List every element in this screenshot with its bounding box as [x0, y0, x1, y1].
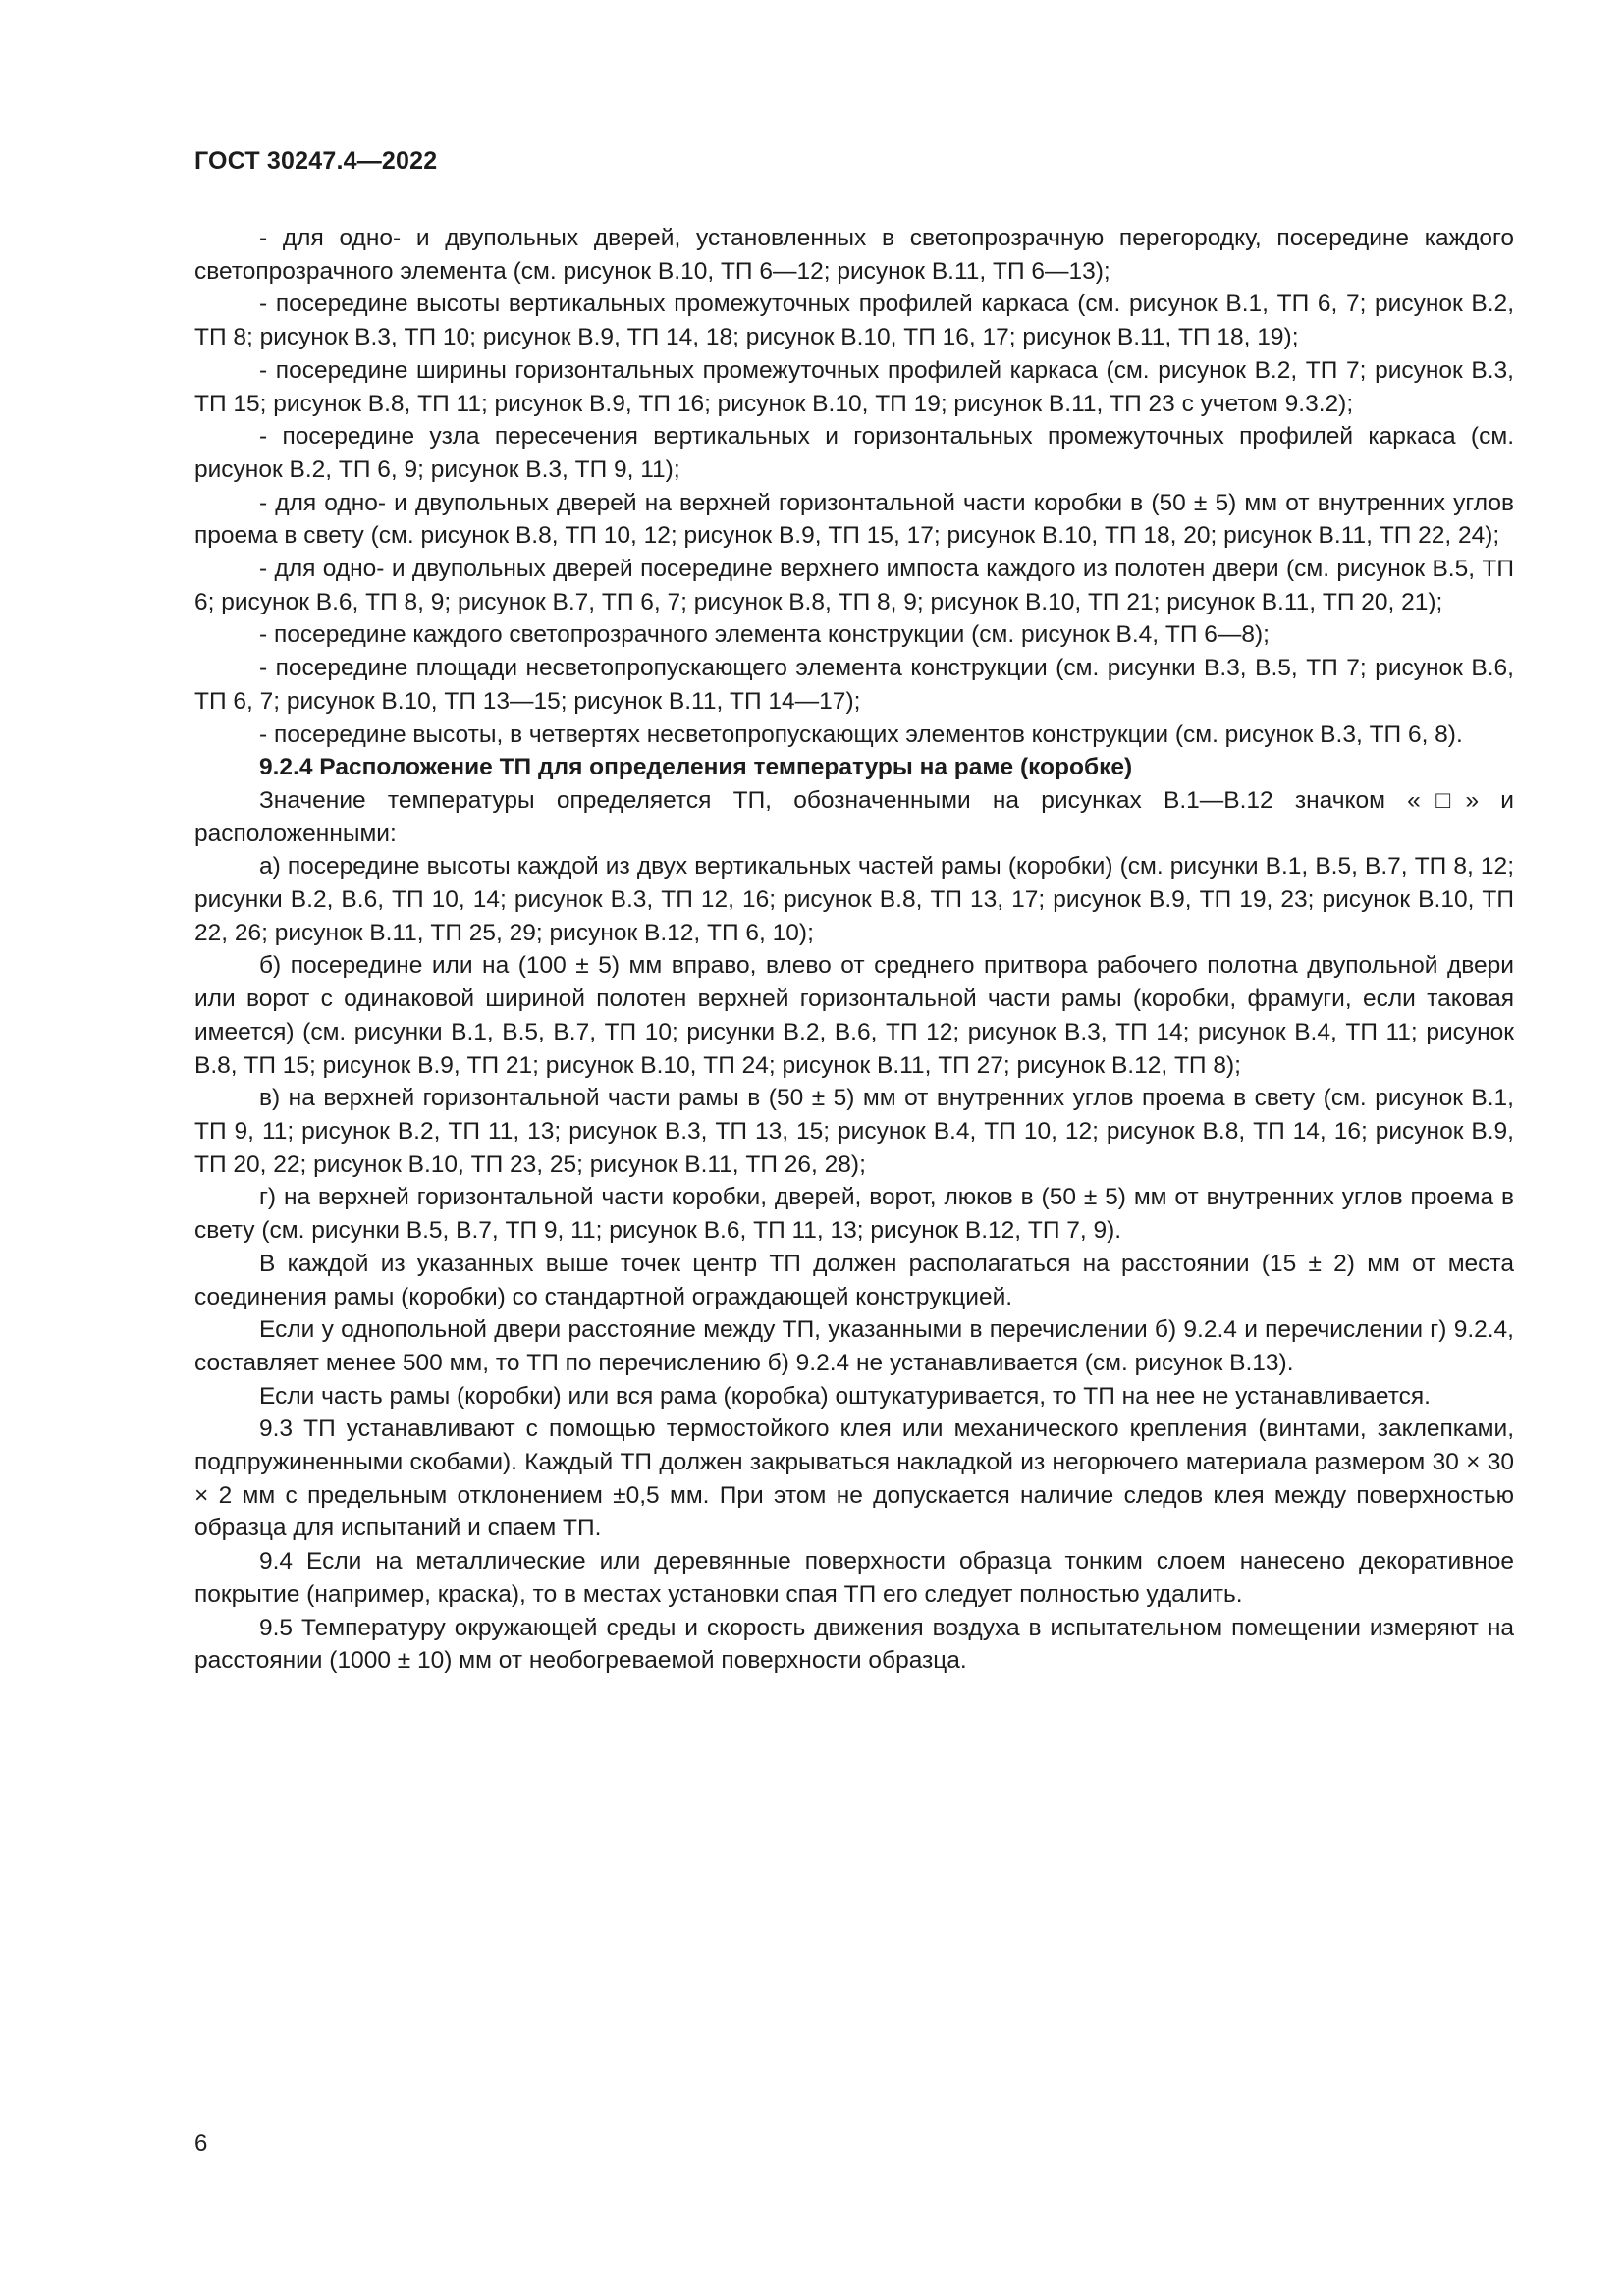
- list-item: - посередине каждого светопрозрачного элемента конструкции (см. рисунок В.4, ТП 6—8);: [259, 621, 1270, 649]
- paragraph: В каждой из указанных выше точек центр ТП должен располагаться на расстоянии (15 ± 2) мм от места соединения рамы (коробки) со стандартной ограждающей конструкцией.: [194, 1250, 1514, 1310]
- paragraph: 9.5 Температуру окружающей среды и скорость движения воздуха в испытательном помещении измеряют на расстоянии (1000 ± 10) мм от необогреваемой поверхности образца.: [194, 1614, 1514, 1675]
- paragraph: Значение температуры определяется ТП, обозначенными на рисунках В.1—В.12 значком «□» и расположенными:: [194, 786, 1514, 847]
- list-item: а) посередине высоты каждой из двух вертикальных частей рамы (коробки) (см. рисунки В.1, В.5, В.7, ТП 8, 12; рисунки В.2, В.6, ТП 10, 14; рисунок В.3, ТП 12, 16; рисунок В.8, ТП 13, 17; рисунок В.9, ТП 19, 23; рисунок В.10, ТП 22, 26; рисунок В.11, ТП 25, 29; рисунок В.12, ТП 6, 10);: [194, 853, 1514, 946]
- list-item: - посередине площади несветопропускающего элемента конструкции (см. рисунки В.3, В.5, ТП 7; рисунок В.6, ТП 6, 7; рисунок В.10, ТП 13—15; рисунок В.11, ТП 14—17);: [194, 655, 1514, 715]
- list-item: - посередине узла пересечения вертикальных и горизонтальных промежуточных профилей каркаса (см. рисунок В.2, ТП 6, 9; рисунок В.3, ТП 9, 11);: [194, 423, 1514, 483]
- list-item: - для одно- и двупольных дверей на верхней горизонтальной части коробки в (50 ± 5) мм от внутренних углов проема в свету (см. рисунок В.8, ТП 10, 12; рисунок В.9, ТП 15, 17; рисунок В.10, ТП 18, 20; рисунок В.11, ТП 22, 24);: [194, 489, 1514, 550]
- list-item: - для одно- и двупольных дверей, установленных в светопрозрачную перегородку, посередине каждого светопрозрачного элемента (см. рисунок В.10, ТП 6—12; рисунок В.11, ТП 6—13);: [194, 225, 1514, 285]
- document-header: ГОСТ 30247.4—2022: [194, 147, 438, 175]
- paragraph: 9.4 Если на металлические или деревянные поверхности образца тонким слоем нанесено декоративное покрытие (например, краска), то в местах установки спая ТП его следует полностью удалить.: [194, 1548, 1514, 1608]
- list-item: б) посередине или на (100 ± 5) мм вправо, влево от среднего притвора рабочего полотна двупольной двери или ворот с одинаковой шириной полотен верхней горизонтальной части рамы (коробки, фрамуги, если таковая имеется) (см. рисунки В.1, В.5, В.7, ТП 10; рисунки В.2, В.6, ТП 12; рисунок В.3, ТП 14; рисунок В.4, ТП 11; рисунок В.8, ТП 15; рисунок В.9, ТП 21; рисунок В.10, ТП 24; рисунок В.11, ТП 27; рисунок В.12, ТП 8);: [194, 952, 1514, 1079]
- list-item: г) на верхней горизонтальной части коробки, дверей, ворот, люков в (50 ± 5) мм от внутренних углов проема в свету (см. рисунки В.5, В.7, ТП 9, 11; рисунок В.6, ТП 11, 13; рисунок В.12, ТП 7, 9).: [194, 1184, 1514, 1245]
- paragraph: 9.3 ТП устанавливают с помощью термостойкого клея или механического крепления (винтами, заклепками, подпружиненными скобами). Каждый ТП должен закрываться накладкой из негорючего материала размером 30 × 30 × 2 мм с предельным отклонением ±0,5 мм. При этом не допускается наличие следов клея между поверхностью образца для испытаний и спаем ТП.: [194, 1415, 1514, 1542]
- page-number: 6: [194, 2130, 208, 2157]
- document-body: [194, 222, 1514, 1678]
- list-item: - посередине высоты, в четвертях несветопропускающих элементов конструкции (см. рисунок В.3, ТП 6, 8).: [259, 721, 1463, 748]
- list-item: - посередине ширины горизонтальных промежуточных профилей каркаса (см. рисунок В.2, ТП 7; рисунок В.3, ТП 15; рисунок В.8, ТП 11; рисунок В.9, ТП 16; рисунок В.10, ТП 19; рисунок В.11, ТП 23 с учетом 9.3.2);: [194, 356, 1514, 417]
- list-item: в) на верхней горизонтальной части рамы в (50 ± 5) мм от внутренних углов проема в свету (см. рисунок В.1, ТП 9, 11; рисунок В.2, ТП 11, 13; рисунок В.3, ТП 13, 15; рисунок В.4, ТП 10, 12; рисунок В.8, ТП 14, 16; рисунок В.9, ТП 20, 22; рисунок В.10, ТП 23, 25; рисунок В.11, ТП 26, 28);: [194, 1085, 1514, 1178]
- list-item: - для одно- и двупольных дверей посередине верхнего импоста каждого из полотен двери (см. рисунок В.5, ТП 6; рисунок В.6, ТП 8, 9; рисунок В.7, ТП 6, 7; рисунок В.8, ТП 8, 9; рисунок В.10, ТП 21; рисунок В.11, ТП 20, 21);: [194, 556, 1514, 615]
- paragraph: Если у однопольной двери расстояние между ТП, указанными в перечислении б) 9.2.4 и перечислении г) 9.2.4, составляет менее 500 мм, то ТП по перечислению б) 9.2.4 не устанавливается (см. рисунок В.13).: [194, 1316, 1514, 1376]
- paragraph: Если часть рамы (коробки) или вся рама (коробка) оштукатуривается, то ТП на нее не устанавливается.: [259, 1382, 1431, 1410]
- list-item: - посередине высоты вертикальных промежуточных профилей каркаса (см. рисунок В.1, ТП 6, 7; рисунок В.2, ТП 8; рисунок В.3, ТП 10; рисунок В.9, ТП 14, 18; рисунок В.10, ТП 16, 17; рисунок В.11, ТП 18, 19);: [194, 291, 1514, 351]
- section-heading: 9.2.4 Расположение ТП для определения температуры на раме (коробке): [259, 754, 1133, 781]
